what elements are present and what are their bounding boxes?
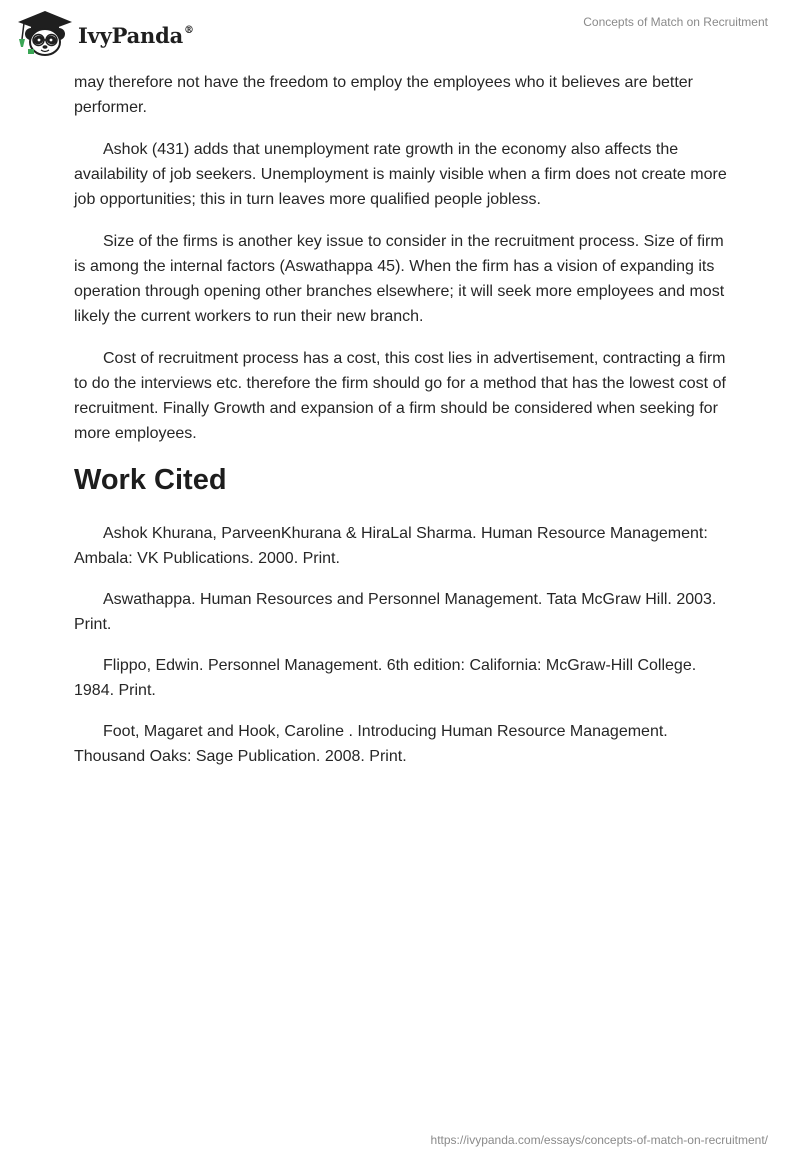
panda-graduate-icon: [14, 9, 76, 57]
works-cited-heading: Work Cited: [74, 464, 227, 496]
paragraph: Size of the firms is another key issue to consider in the recruitment process. Size of firm is among the internal factors (Aswathappa 45). When the firm has a vision of expanding its operation through opening other branches elsewhere; it will seek more employees and most likely the current workers to run their new branch.: [74, 233, 725, 325]
paragraph: Ashok (431) adds that unemployment rate growth in the economy also affects the availability of job seekers. Unemployment is mainly visible when a firm does not create more job opportunities; this in turn leaves more qualified people jobless.: [74, 141, 727, 208]
reference-item: Ashok Khurana, ParveenKhurana & HiraLal Sharma. Human Resource Management: Ambala: VK Publications. 2000. Print.: [74, 525, 708, 567]
reference-item: Aswathappa. Human Resources and Personnel Management. Tata McGraw Hill. 2003. Print.: [74, 591, 717, 633]
paragraph-continued: may therefore not have the freedom to employ the employees who it believes are better performer.: [74, 74, 694, 116]
reference-item: Foot, Magaret and Hook, Caroline . Introducing Human Resource Management. Thousand Oaks: Sage Publication. 2008. Print.: [74, 723, 668, 765]
reference-item: Flippo, Edwin. Personnel Management. 6th edition: California: McGraw-Hill College. 1984. Print.: [74, 657, 697, 699]
registered-mark: ®: [184, 24, 194, 36]
source-url[interactable]: https://ivypanda.com/essays/concepts-of-match-on-recruitment/: [430, 1133, 768, 1147]
page-header: [0, 0, 800, 70]
running-title: Concepts of Match on Recruitment: [583, 15, 768, 29]
essay-content: [74, 70, 734, 785]
ivypanda-logo[interactable]: [14, 9, 194, 57]
brand-name: [78, 23, 194, 48]
brand-text: IvyPanda: [78, 22, 184, 48]
paragraph: Cost of recruitment process has a cost, this cost lies in advertisement, contracting a firm to do the interviews etc. therefore the firm should go for a method that has the lowest cost of recruitment. Finally Growth and expansion of a firm should be considered when seeking for more employees.: [74, 350, 726, 442]
